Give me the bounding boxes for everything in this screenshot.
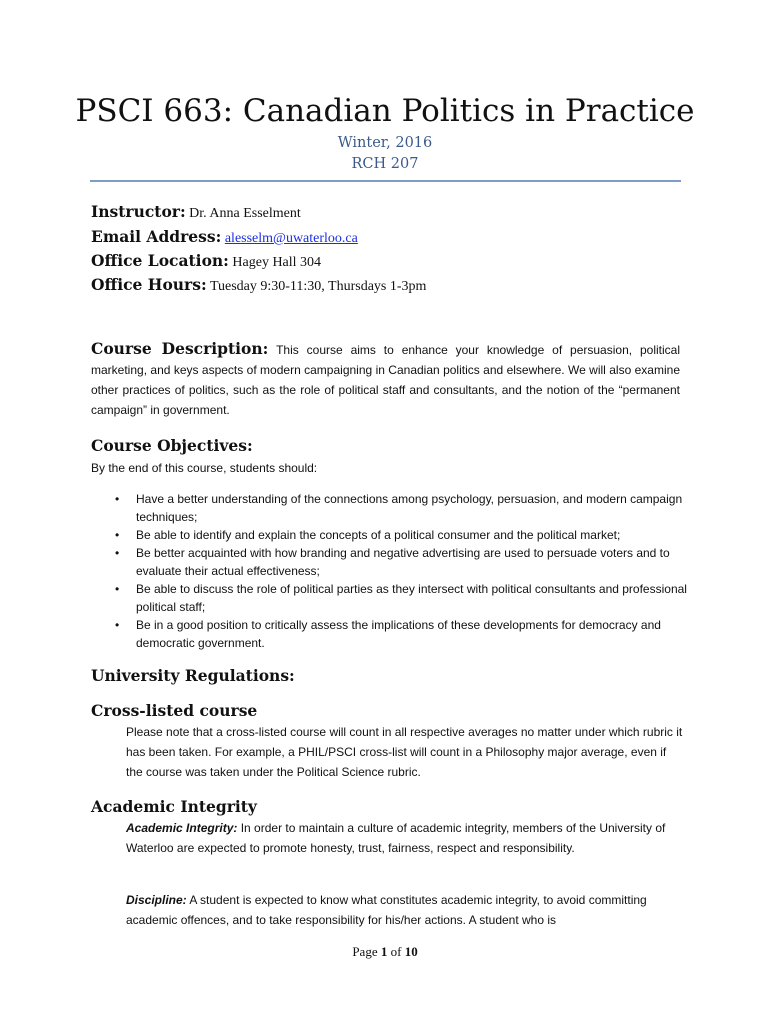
page-of: of <box>387 944 405 959</box>
page-total: 10 <box>404 944 418 959</box>
objectives-list <box>91 490 691 652</box>
page-footer <box>0 944 770 960</box>
list-item: • Be in a good position to critically assess the implications of these developments for democracy and democratic government. <box>115 618 661 650</box>
office-value: Hagey Hall 304 <box>232 255 322 270</box>
objectives-heading: Course Objectives: <box>91 436 253 455</box>
office-label: Office Location: <box>91 251 229 270</box>
course-room: RCH 207 <box>351 156 419 172</box>
integrity-text: In order to maintain a culture of academic integrity, members of the University of Waterloo are expected to promote honesty, trust, fairness, respect and responsibility. <box>126 821 666 855</box>
office-line <box>91 252 321 272</box>
course-title: PSCI 663: Canadian Politics in Practice <box>75 93 695 129</box>
description-label: Course Description: <box>91 339 269 358</box>
description-text: This course aims to enhance your knowledge of persuasion, political marketing, and keys aspects of modern campaigning in Canadian politics and elsewhere. We will also examine other practices of politics, such as the role of political staff and consultants, and the notion of the “permanent campaign” in government. <box>91 343 680 417</box>
email-label: Email Address: <box>91 227 222 246</box>
email-link[interactable]: alesselm@uwaterloo.ca <box>224 231 358 246</box>
discipline-label: Discipline: <box>126 893 187 907</box>
course-term: Winter, 2016 <box>337 135 433 151</box>
integrity-paragraph <box>126 818 686 858</box>
objectives-intro: By the end of this course, students should: <box>91 461 318 475</box>
hours-label: Office Hours: <box>91 275 207 294</box>
email-line <box>91 228 358 248</box>
instructor-label: Instructor: <box>91 202 186 221</box>
crosslisted-heading: Cross-listed course <box>91 701 258 720</box>
page-prefix: Page <box>352 944 381 959</box>
course-description <box>91 339 680 420</box>
list-item: • Be able to discuss the role of political parties as they intersect with political consultants and professional political staff; <box>115 582 687 614</box>
integrity-heading: Academic Integrity <box>91 797 257 816</box>
regulations-heading: University Regulations: <box>91 666 295 685</box>
title-divider <box>90 180 681 182</box>
instructor-value: Dr. Anna Esselment <box>189 206 301 221</box>
bullet-icon: • <box>115 528 120 542</box>
bullet-icon: • <box>115 546 120 560</box>
hours-line <box>91 276 426 296</box>
bullet-icon: • <box>115 492 120 506</box>
list-item: • Have a better understanding of the connections among psychology, persuasion, and modern campaign techniques; <box>115 492 683 524</box>
integrity-label: Academic Integrity: <box>126 821 238 835</box>
list-item: • Be better acquainted with how branding and negative advertising are used to persuade voters and to evaluate their actual effectiveness; <box>115 546 670 578</box>
page-number: 1 <box>380 944 388 959</box>
instructor-line <box>91 203 301 223</box>
hours-value: Tuesday 9:30-11:30, Thursdays 1-3pm <box>209 279 427 294</box>
crosslisted-text: Please note that a cross-listed course will count in all respective averages no matter under which rubric it has been taken. For example, a PHIL/PSCI cross-list will count in a Philosophy major average, even if the course was taken under the Political Science rubric. <box>126 725 683 779</box>
bullet-icon: • <box>115 582 120 596</box>
bullet-icon: • <box>115 618 120 632</box>
discipline-paragraph <box>126 890 686 930</box>
discipline-text: A student is expected to know what constitutes academic integrity, to avoid committing academic offences, and to take responsibility for his/her actions. A student who is <box>126 893 647 927</box>
list-item: • Be able to identify and explain the concepts of a political consumer and the political market; <box>115 528 621 542</box>
